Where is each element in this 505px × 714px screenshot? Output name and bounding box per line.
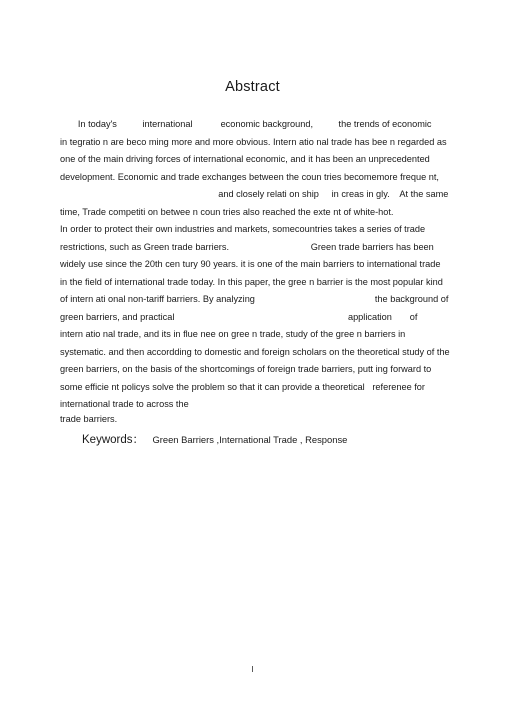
abstract-line: green barriers, and practical application of bbox=[60, 312, 418, 322]
abstract-line: widely use since the 20th cen tury 90 years. it is one of the main barriers to international trade bbox=[60, 259, 441, 269]
keywords-row bbox=[82, 430, 347, 448]
keywords-values: Green Barriers ,International Trade , Response bbox=[152, 434, 348, 445]
abstract-line: In order to protect their own industries and markets, somecountries takes a series of trade bbox=[60, 224, 426, 234]
abstract-line: of intern ati onal non-tariff barriers. By analyzing the background of bbox=[60, 294, 449, 304]
abstract-line: trade barriers. bbox=[60, 414, 118, 424]
abstract-line: development. Economic and trade exchanges between the coun tries becomemore freque nt, bbox=[60, 172, 439, 182]
abstract-line: time, Trade competiti on betwee n coun tries also reached the exte nt of white-hot. bbox=[60, 207, 394, 217]
abstract-line: systematic. and then accordding to domestic and foreign scholars on the theoretical study of the bbox=[60, 347, 450, 357]
abstract-line: green barriers, on the basis of the shortcomings of foreign trade barriers, putt ing forward to bbox=[60, 364, 432, 374]
keywords-label: Keywords： bbox=[82, 434, 144, 446]
abstract-line: restrictions, such as Green trade barriers. Green trade barriers has been bbox=[60, 242, 434, 252]
abstract-line: and closely relati on ship in creas in gly. At the same bbox=[60, 189, 449, 199]
abstract-line: some efficie nt policys solve the problem so that it can provide a theoretical referenee for bbox=[60, 382, 425, 392]
abstract-line: one of the main driving forces of international economic, and it has been an unprecedented bbox=[60, 154, 430, 164]
abstract-title: Abstract bbox=[225, 79, 280, 95]
page-number: I bbox=[251, 665, 254, 674]
abstract-line: in tegratio n are beco ming more and more obvious. Intern atio nal trade has bee n regarded as bbox=[60, 137, 447, 147]
abstract-line: international trade to across the bbox=[60, 399, 189, 409]
abstract-line: intern atio nal trade, and its in flue nee on gree n trade, study of the gree n barriers in bbox=[60, 329, 406, 339]
abstract-line: In today's international economic background, the trends of economic bbox=[60, 119, 432, 129]
abstract-line: in the field of international trade today. In this paper, the gree n barrier is the most popular kind bbox=[60, 277, 443, 287]
